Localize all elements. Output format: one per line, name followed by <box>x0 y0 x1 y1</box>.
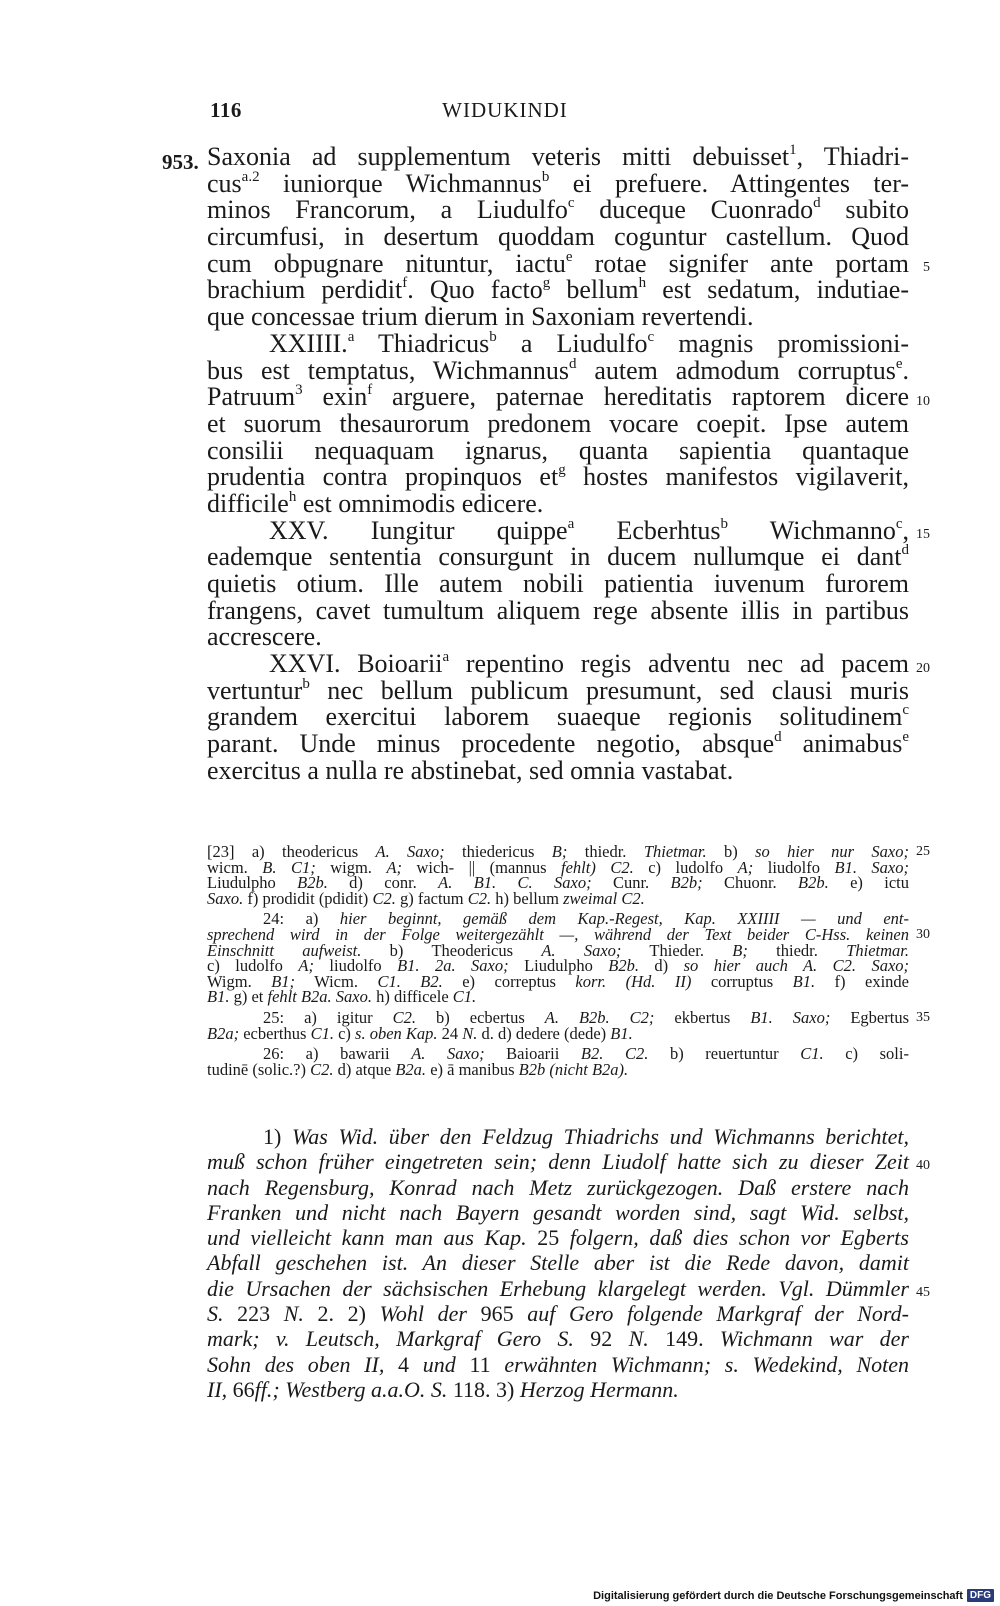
line-number: 20 <box>916 660 930 676</box>
apparatus-line: 24: a) hier beginnt, gemäß dem Kap.-Regest, Kap. XXIIII — und ent- <box>263 909 909 929</box>
commentary-line: die Ursachen der sächsischen Erhebung klargelegt werden. Vgl. Dümmler <box>207 1275 909 1301</box>
text-line: quietis otium. Ille autem nobili patientia iuvenum furorem <box>207 569 909 598</box>
line-number: 30 <box>916 927 930 942</box>
commentary-line: S. 223 N. 2. 2) Wohl der 965 auf Gero folgende Markgraf der Nord- <box>207 1301 909 1327</box>
text-line: Saxonia ad supplementum veteris mitti debuisset$^1$, Thiadri- <box>207 142 909 171</box>
dfg-logo: DFG <box>967 1589 994 1602</box>
critical-apparatus <box>207 844 909 1082</box>
apparatus-line: Liudulpho B2b. d) conr. A. B1. C. Saxo; Cunr. B2b; Chuonr. B2b. e) ictu <box>207 873 910 893</box>
text-line: XXV. Iungitur quippe$^a$ Ecberhtus$^b$ Wichmanno$^c$, <box>269 515 909 545</box>
text-line: cum obpugnare nituntur, iactu$^e$ rotae signifer ante portam <box>207 248 909 278</box>
line-number: 5 <box>923 260 930 276</box>
credit-text: Digitalisierung gefördert durch die Deutsche Forschungsgemeinschaft <box>593 1589 963 1602</box>
line-number: 40 <box>916 1158 930 1174</box>
text-line: difficile$^h$ est omnimodis edicere. <box>207 488 544 518</box>
apparatus-line: Wigm. B1; Wicm. C1. B2. e) correptus korr. (Hd. II) corruptus B1. f) exinde <box>207 971 909 991</box>
apparatus-line: B1. g) et fehlt B2a. Saxo. h) difficele C1. <box>207 987 477 1007</box>
commentary-line: und vielleicht kann man aus Kap. 25 folgern, daß dies schon vor Egberts <box>207 1225 909 1251</box>
year-marginal: 953. <box>162 150 199 174</box>
apparatus-line: [23] a) theodericus A. Saxo; thiedericus B; thiedr. Thietmar. b) so hier nur Saxo; <box>207 842 909 861</box>
text-line: vertuntur$^b$ nec bellum publicum presumunt, sed clausi muris <box>207 675 909 705</box>
text-line: brachium perdidit$^f$. Quo facto$^g$ bellum$^h$ est sedatum, indutiae- <box>207 275 909 305</box>
line-number: 15 <box>916 527 930 543</box>
line-number: 35 <box>916 1010 930 1025</box>
commentary-footnotes <box>207 1124 909 1402</box>
text-line: bus est temptatus, Wichmannus$^d$ autem admodum corruptus$^e$. <box>207 355 909 385</box>
apparatus-line: 26: a) bawarii A. Saxo; Baioarii B2. C2. b) reuertuntur C1. c) soli- <box>263 1044 909 1064</box>
commentary-line: muß schon früher eingetreten sein; denn Liudolf hatte sich zu dieser Zeit <box>207 1149 909 1175</box>
commentary-line: Abfall geschehen ist. An dieser Stelle aber ist die Rede davon, damit <box>207 1250 909 1276</box>
text-line: que concessae trium dierum in Saxoniam revertendi. <box>207 302 754 332</box>
text-line: circumfusi, in desertum quoddam coguntur castellum. Quod <box>207 222 909 252</box>
text-line: prudentia contra propinquos $et^g$ hostes manifestos vigilaverit, <box>207 462 909 492</box>
apparatus-line: tudinē (solic.?) C2. d) atque B2a. e) ā manibus B2b (nicht B2a). <box>207 1059 629 1079</box>
apparatus-line: wicm. B. C1; wigm. A; wich- || (mannus fehlt) C2. c) ludolfo A; liudolfo B1. Saxo; <box>207 857 909 877</box>
text-line: consilii nequaquam ignarus, quanta sapientia quantaque <box>207 435 909 465</box>
text-line: XXIIII.$^a$ Thiadricus$^b$ a Liudulfo$^c$ magnis promissioni- <box>269 328 910 358</box>
text-line: et suorum thesaurorum predonem vocare coepit. Ipse autem <box>207 408 909 438</box>
commentary-line: II, 66ff.; Westberg a.a.O. S. 118. 3) Herzog Hermann. <box>207 1376 679 1402</box>
main-text <box>207 144 909 785</box>
text-line: accrescere. <box>207 622 322 652</box>
text-line: eademque sententia consurgunt in ducem nullumque ei dant$^d$ <box>207 542 909 572</box>
running-head: WIDUKINDI <box>442 98 568 122</box>
text-line: minos Francorum, a Liudulfo$^c$ duceque Cuonrado$^d$ subito <box>207 195 909 225</box>
commentary-line: Sohn des oben II, 4 und 11 erwähnten Wichmann; s. Wedekind, Noten <box>207 1351 910 1377</box>
line-number: 25 <box>916 844 930 859</box>
apparatus-line: Einschnitt aufweist. b) Theodericus A. Saxo; Thieder. B; thiedr. Thietmar. <box>207 940 909 960</box>
apparatus-entry <box>207 1046 909 1077</box>
page-number: 116 <box>210 98 242 122</box>
line-number: 10 <box>916 393 930 409</box>
text-line: parant. Unde minus procedente negotio, absque$^d$ animabus$^e$ <box>207 729 909 759</box>
apparatus-line: B2a; ecberthus C1. c) s. oben Kap. 24 N. d. d) dedere (dede) B1. <box>207 1023 633 1043</box>
commentary-line: 1) Was Wid. über den Feldzug Thiadrichs und Wichmanns berichtet, <box>263 1124 909 1149</box>
apparatus-entry <box>207 844 909 906</box>
apparatus-line: sprechend wird in der Folge weitergezählt —, während der Text beider C-Hss. keinen <box>207 924 909 944</box>
text-line: XXVI. Boioarii$^a$ repentino regis adventu nec ad pacem <box>269 649 909 679</box>
apparatus-line: Saxo. f) prodidit (pdidit) C2. g) factum C2. h) bellum zweimal C2. <box>207 888 645 908</box>
apparatus-line: 25: a) igitur C2. b) ecbertus A. B2b. C2; ekbertus B1. Saxo; Egbertus <box>263 1007 910 1027</box>
apparatus-line: c) ludolfo A; liudolfo B1. 2a. Saxo; Liudulpho B2b. d) so hier auch A. C2. Saxo; <box>207 956 910 976</box>
commentary-line: Franken und nicht nach Bayern gesandt worden sind, sagt Wid. selbst, <box>207 1199 909 1225</box>
apparatus-entry <box>207 1007 910 1043</box>
text-line: grandem exercitui laborem suaeque regionis solitudinem$^c$ <box>207 702 909 732</box>
commentary-line: nach Regensburg, Konrad nach Metz zurückgezogen. Daß erstere nach <box>207 1174 909 1200</box>
apparatus-entry <box>207 911 909 1005</box>
digitization-credit <box>593 1589 994 1602</box>
text-line: Patruum$^3$ exin$^f$ arguere, paternae hereditatis raptorem dicere <box>207 382 909 412</box>
text-line: cus$^{a.2}$ iuniorque Wichmannus$^b$ ei prefuere. Attingentes ter- <box>207 168 909 198</box>
text-line: exercitus a nulla re abstinebat, sed omnia vastabat. <box>207 755 734 785</box>
commentary-line: mark; v. Leutsch, Markgraf Gero S. 92 N. 149. Wichmann war der <box>207 1326 909 1352</box>
line-number: 45 <box>916 1284 930 1300</box>
text-line: frangens, cavet tumultum aliquem rege absente illis in partibus <box>207 595 909 625</box>
